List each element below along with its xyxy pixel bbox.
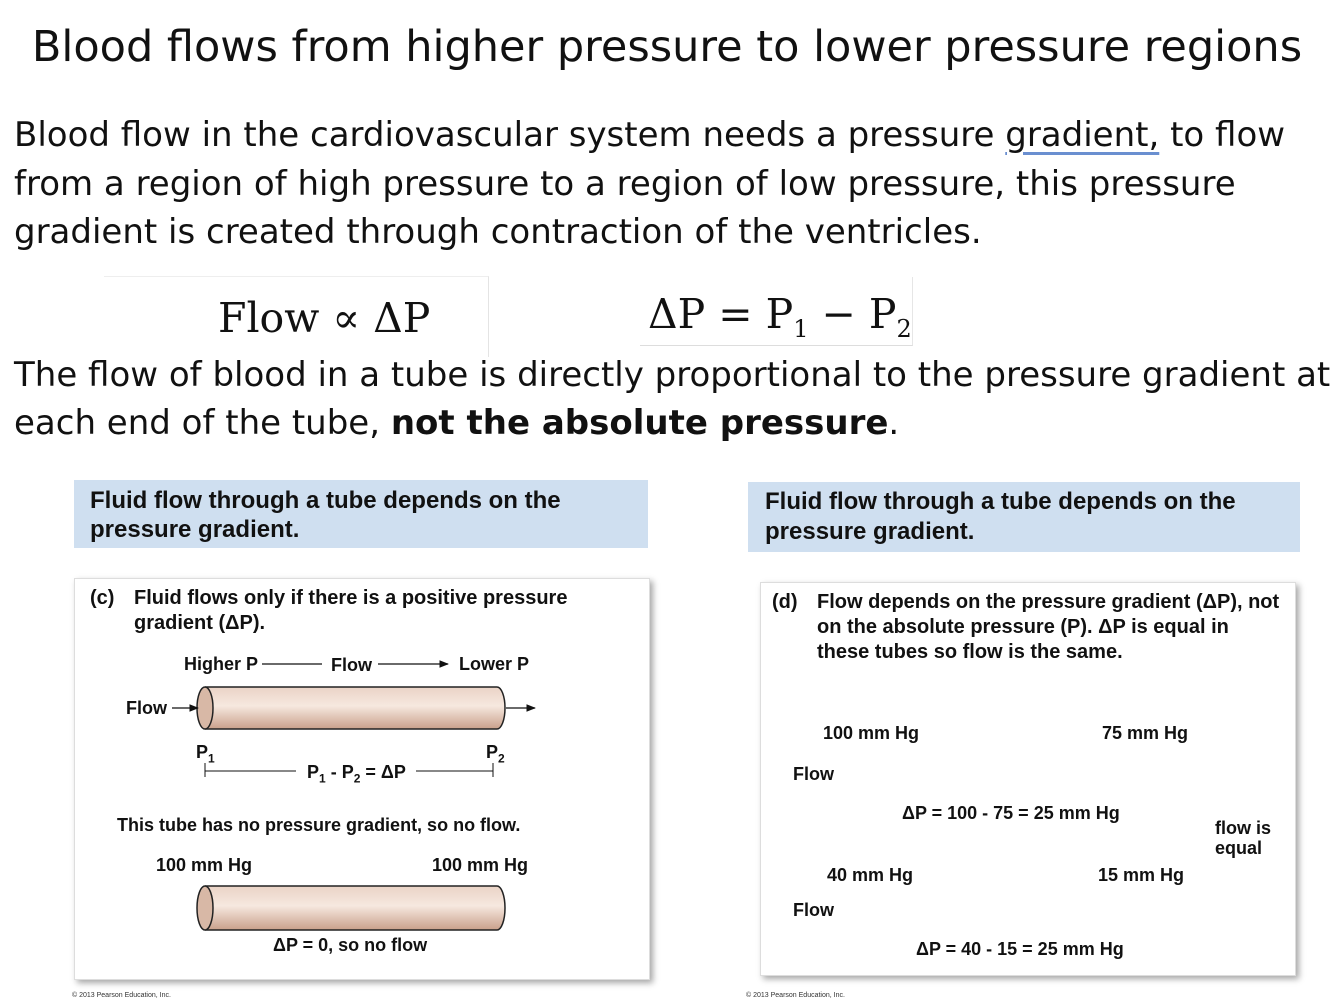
p2-label: $P_2$ bbox=[486, 742, 505, 766]
tube2-right-pressure: 15 mm Hg bbox=[1098, 865, 1185, 885]
tube2-flow-label: Flow bbox=[793, 900, 834, 920]
explain-line-1: The flow of blood in a tube is directly proportional to the pressure gradient at bbox=[14, 355, 1331, 395]
right-figure-banner: Fluid flow through a tube depends on the pressure gradient. bbox=[748, 482, 1300, 552]
tube1-flow-label: Flow bbox=[793, 764, 834, 784]
p1-label: $P_1$ bbox=[196, 742, 215, 766]
emphasis-text: not the absolute pressure bbox=[390, 403, 889, 443]
explain-line-2: each end of the tube, not the absolute pressure. bbox=[14, 403, 900, 443]
flow-left-label: Flow bbox=[126, 698, 167, 718]
delta-formula: $\Delta P = P_1 - P_2$ bbox=[648, 290, 912, 344]
tube1-left-pressure: 100 mm Hg bbox=[823, 723, 920, 743]
left-copyright: © 2013 Pearson Education, Inc. bbox=[72, 992, 171, 999]
right-copyright: © 2013 Pearson Education, Inc. bbox=[746, 992, 845, 999]
flow-formula: Flow ∝ ΔP bbox=[218, 294, 431, 342]
intro-line-2: from a region of high pressure to a region of low pressure, this pressure bbox=[14, 164, 1236, 204]
gradient-link[interactable]: gradient, bbox=[1005, 115, 1160, 155]
higher-p-label: Higher P bbox=[184, 654, 259, 674]
lower-p-label: Lower P bbox=[459, 654, 530, 674]
tube1-right-pressure: 75 mm Hg bbox=[1102, 723, 1189, 743]
left-figure-banner: Fluid flow through a tube depends on the pressure gradient. bbox=[74, 480, 648, 548]
gradient-equation: $P_1 - P_2 = \Delta P$ bbox=[307, 762, 406, 786]
intro-line-1: Blood flow in the cardiovascular system needs a pressure gradient, to flow bbox=[14, 115, 1286, 155]
tube2-left-pressure: 40 mm Hg bbox=[827, 865, 914, 885]
flow-is-equal-line-2: equal bbox=[1215, 838, 1263, 858]
tube2-delta-equation: ΔP = 40 - 15 = 25 mm Hg bbox=[916, 939, 1124, 959]
tube-no-gradient bbox=[197, 886, 505, 930]
tube-with-gradient bbox=[197, 687, 505, 729]
flow-is-equal-line-1: flow is bbox=[1215, 818, 1272, 838]
tube1-delta-equation: ΔP = 100 - 75 = 25 mm Hg bbox=[902, 803, 1120, 823]
right-pressure-label: 100 mm Hg bbox=[432, 855, 529, 875]
page-title: Blood flows from higher pressure to lower pressure regions bbox=[31, 22, 1303, 72]
left-pressure-label: 100 mm Hg bbox=[156, 855, 253, 875]
left-caption: Fluid flows only if there is a positive pressure gradient (ΔP). bbox=[134, 587, 568, 634]
intro-line-3: gradient is created through contraction of the ventricles. bbox=[14, 212, 982, 252]
no-gradient-note: This tube has no pressure gradient, so no flow. bbox=[117, 815, 521, 835]
no-flow-label: ΔP = 0, so no flow bbox=[273, 935, 428, 955]
left-caption-letter: (c) bbox=[90, 587, 115, 609]
right-caption: Flow depends on the pressure gradient (ΔP), not on the absolute pressure (P). ΔP is equal in these tubes so flow is the same. bbox=[817, 591, 1280, 663]
right-caption-letter: (d) bbox=[772, 591, 798, 613]
flow-top-label: Flow bbox=[331, 655, 372, 675]
